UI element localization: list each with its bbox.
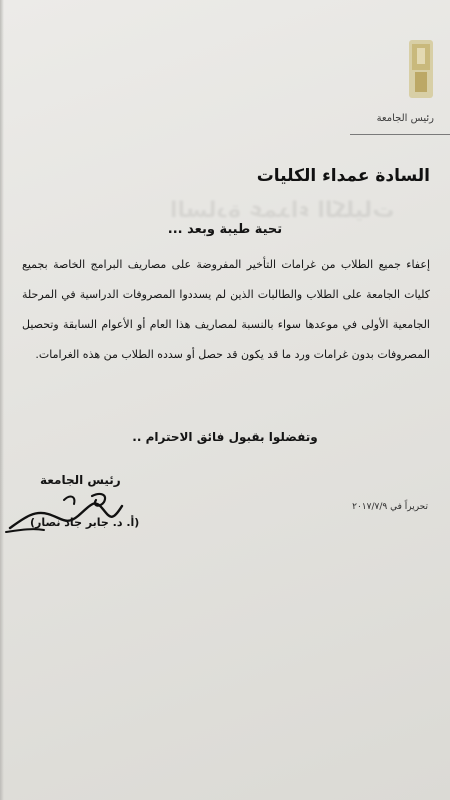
letter-closing: وتفضلوا بقبول فائق الاحترام .. xyxy=(132,430,318,444)
bleed-through-addressee: السادة عمداء الكليات xyxy=(169,198,394,223)
letter-greeting: تحية طيبة وبعد ... xyxy=(167,222,283,237)
signatory-name: (أ. د. جابر جاد نصار) xyxy=(30,516,140,529)
header-divider xyxy=(350,134,450,135)
letter-date: تحريراً في ٢٠١٧/٧/٩ xyxy=(352,502,428,512)
letter-body: إعفاء جميع الطلاب من غرامات التأخير المفروضة على مصاريف البرامج الخاصة بجميع كليات الجامعة على الطلاب والطالبات الذين لم يسددوا المصروفات الدراسية في المرحلة الجامعية الأولى في موعدها سواء بالنسبة لمصاريف هذا العام أو الأعوام السابقة وتحصيل المصروفات بدون غرامات ورد ما قد يكون قد حصل أو سدده الطلاب من هذه الغرامات. xyxy=(22,258,430,361)
letter-addressee: السادة عمداء الكليات xyxy=(256,166,430,186)
signatory-title: رئيس الجامعة xyxy=(40,473,121,487)
university-emblem-icon xyxy=(406,38,436,100)
header-office-title: رئيس الجامعة xyxy=(376,113,434,124)
